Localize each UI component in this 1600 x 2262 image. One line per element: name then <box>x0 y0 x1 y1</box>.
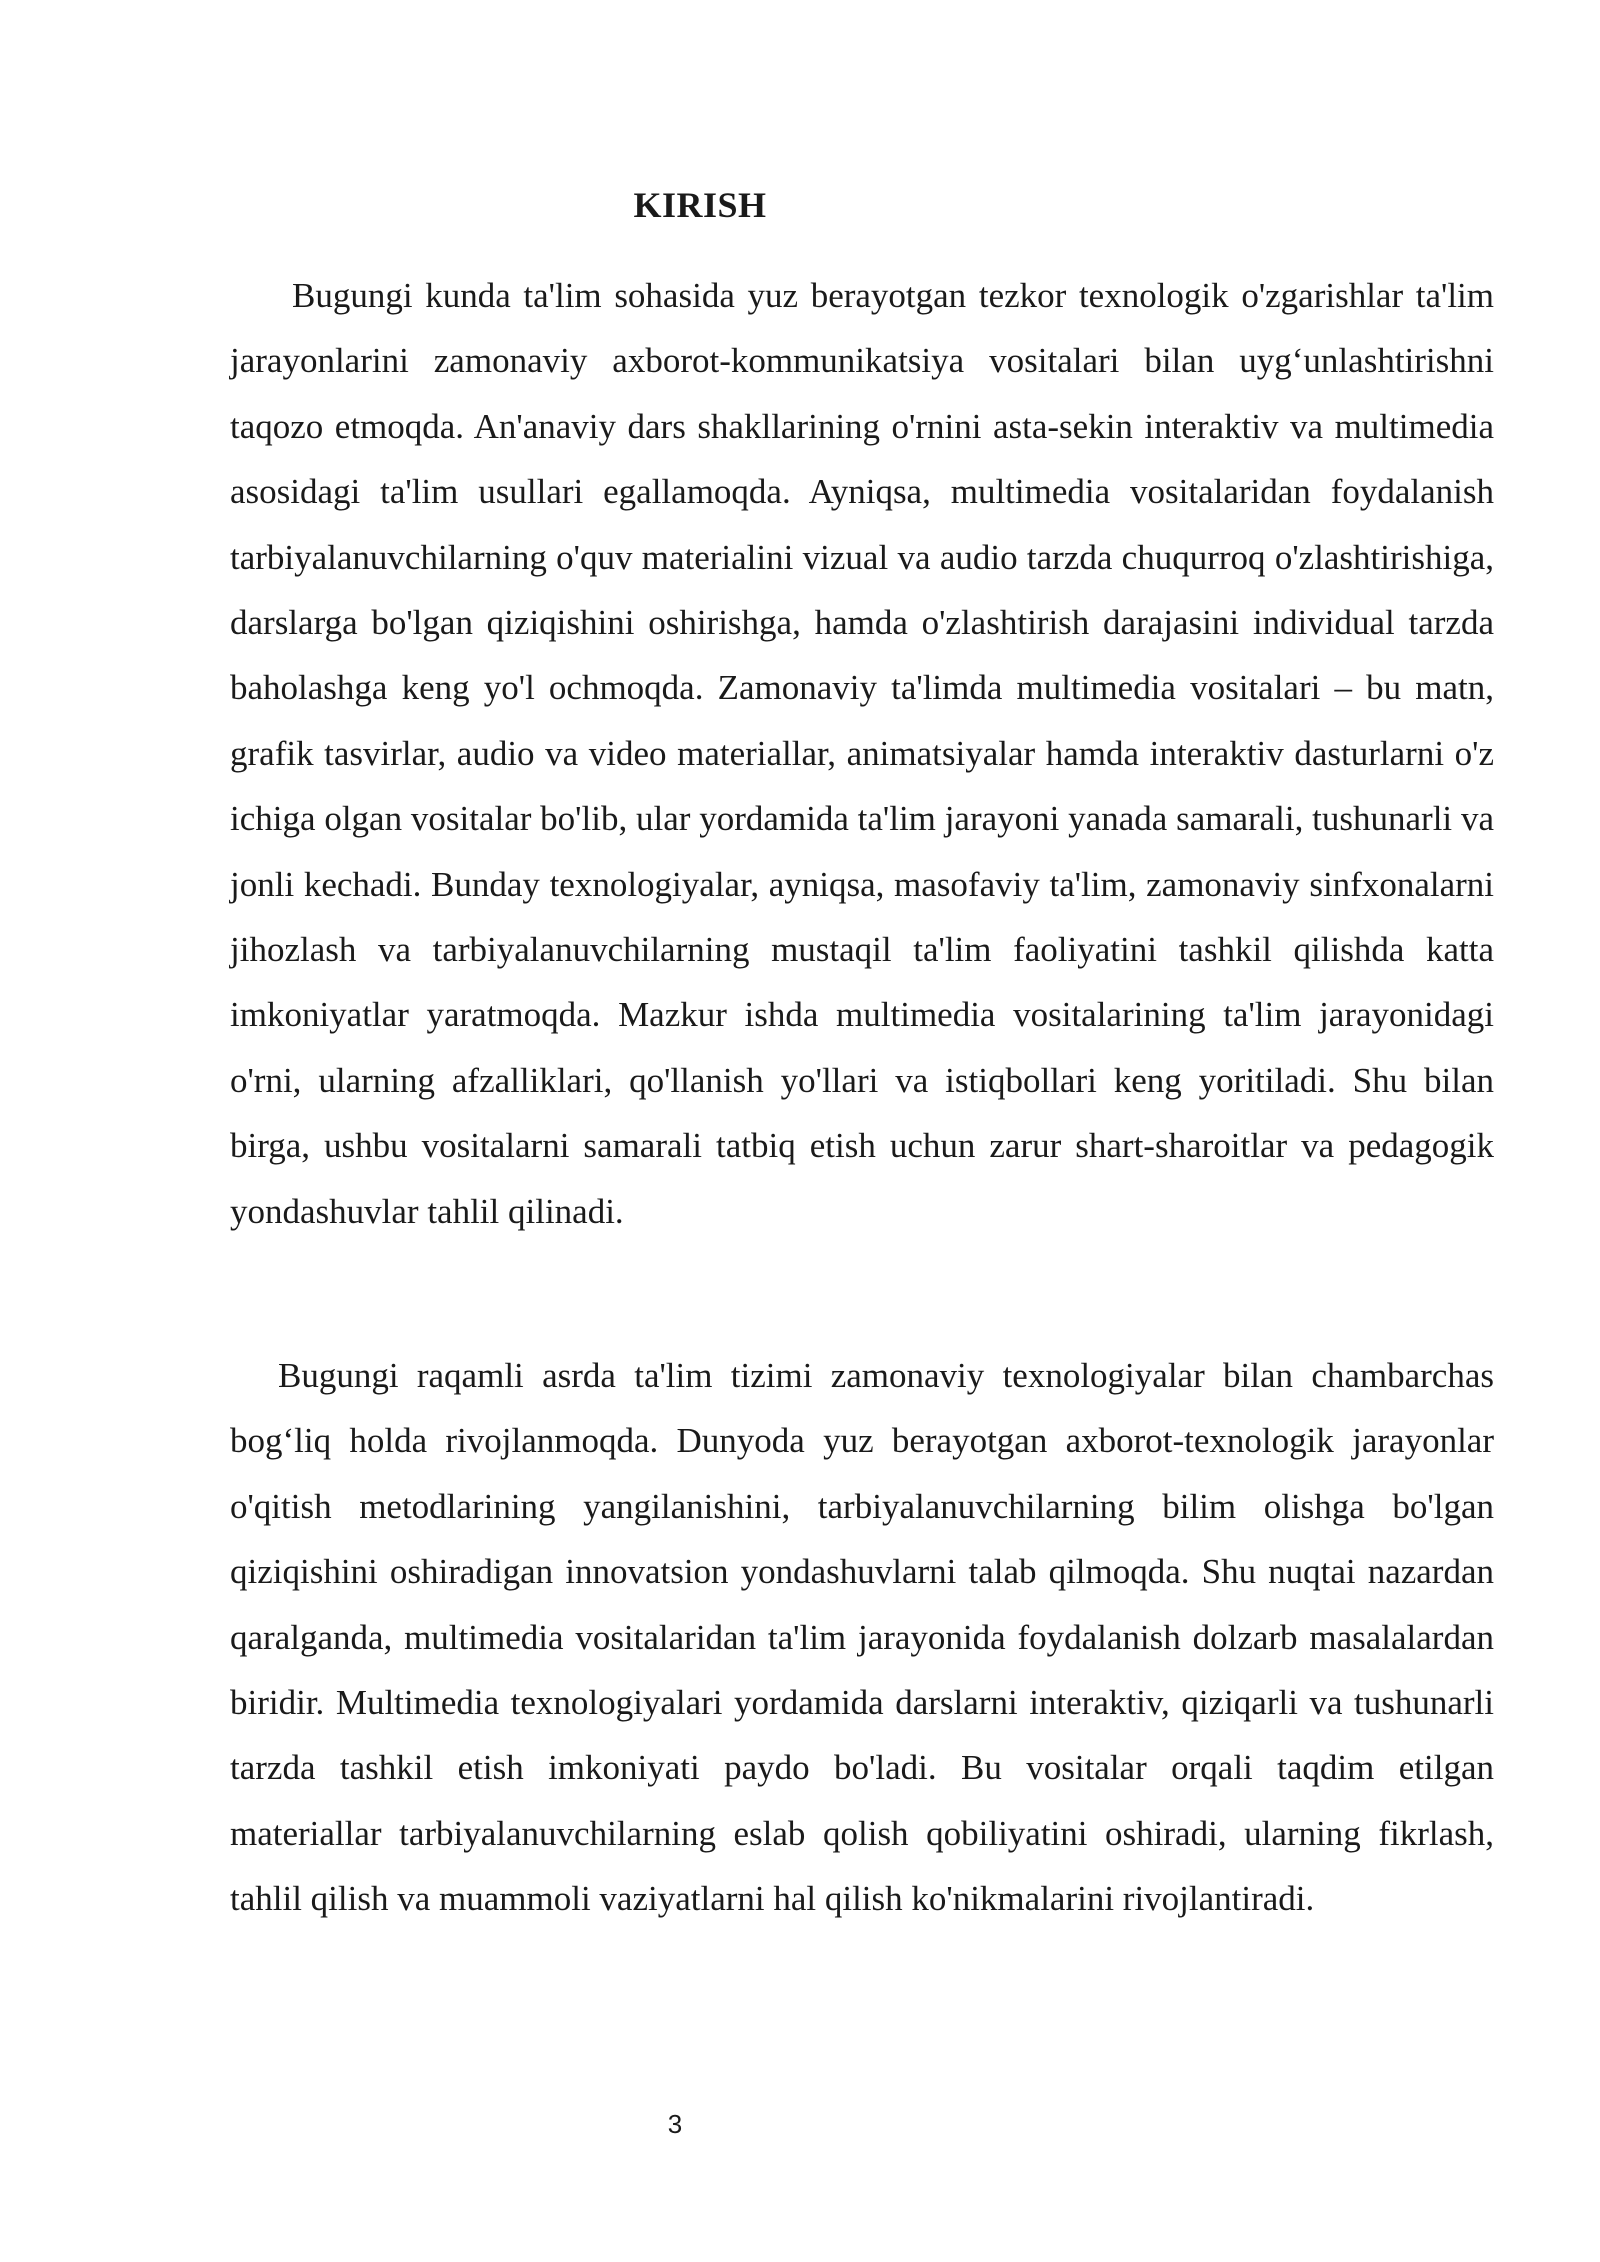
page-number: 3 <box>667 2109 683 2139</box>
body-paragraph-2: Bugungi raqamli asrda ta'lim tizimi zamonaviy texnologiyalar bilan chambarchas bog‘liq holda rivojlanmoqda. Dunyoda yuz berayotgan axborot-texnologik jarayonlar o'qitish metodlarining yangilanishini, tarbiyalanuvchilarning bilim olishga bo'lgan qiziqishini oshiradigan innovatsion yondashuvlarni talab qilmoqda. Shu nuqtai nazardan qaralganda, multimedia vositalaridan ta'lim jarayonida foydalanish dolzarb masalalardan biridir. Multimedia texnologiyalari yordamida darslarni interaktiv, qiziqarli va tushunarli tarzda tashkil etish imkoniyati paydo bo'ladi. Bu vositalar orqali taqdim etilgan materiallar tarbiyalanuvchilarning eslab qolish qobiliyatini oshiradi, ularning fikrlash, tahlil qilish va muammoli vaziyatlarni hal qilish ko'nikmalarini rivojlantiradi. <box>230 1356 1494 1919</box>
section-title: KIRISH <box>633 185 767 225</box>
body-paragraph-1: Bugungi kunda ta'lim sohasida yuz berayotgan tezkor texnologik o'zgarishlar ta'lim jarayonlarini zamonaviy axborot-kommunikatsiya vositalari bilan uyg‘unlashtirishni taqozo etmoqda. An'anaviy dars shakllarining o'rnini asta-sekin interaktiv va multimedia asosidagi ta'lim usullari egallamoqda. Ayniqsa, multimedia vositalaridan foydalanish tarbiyalanuvchilarning o'quv materialini vizual va audio tarzda chuqurroq o'zlashtirishiga, darslarga bo'lgan qiziqishini oshirishga, hamda o'zlashtirish darajasini individual tarzda baholashga keng yo'l ochmoqda. Zamonaviy ta'limda multimedia vositalari – bu matn, grafik tasvirlar, audio va video materiallar, animatsiyalar hamda interaktiv dasturlarni o'z ichiga olgan vositalar bo'lib, ular yordamida ta'lim jarayoni yanada samarali, tushunarli va jonli kechadi. Bunday texnologiyalar, ayniqsa, masofaviy ta'lim, zamonaviy sinfxonalarni jihozlash va tarbiyalanuvchilarning mustaqil ta'lim faoliyatini tashkil qilishda katta imkoniyatlar yaratmoqda. Mazkur ishda multimedia vositalarining ta'lim jarayonidagi o'rni, ularning afzalliklari, qo'llanish yo'llari va istiqbollari keng yoritiladi. Shu bilan birga, ushbu vositalarni samarali tatbiq etish uchun zarur shart-sharoitlar va pedagogik yondashuvlar tahlil qilinadi. <box>230 276 1494 1231</box>
